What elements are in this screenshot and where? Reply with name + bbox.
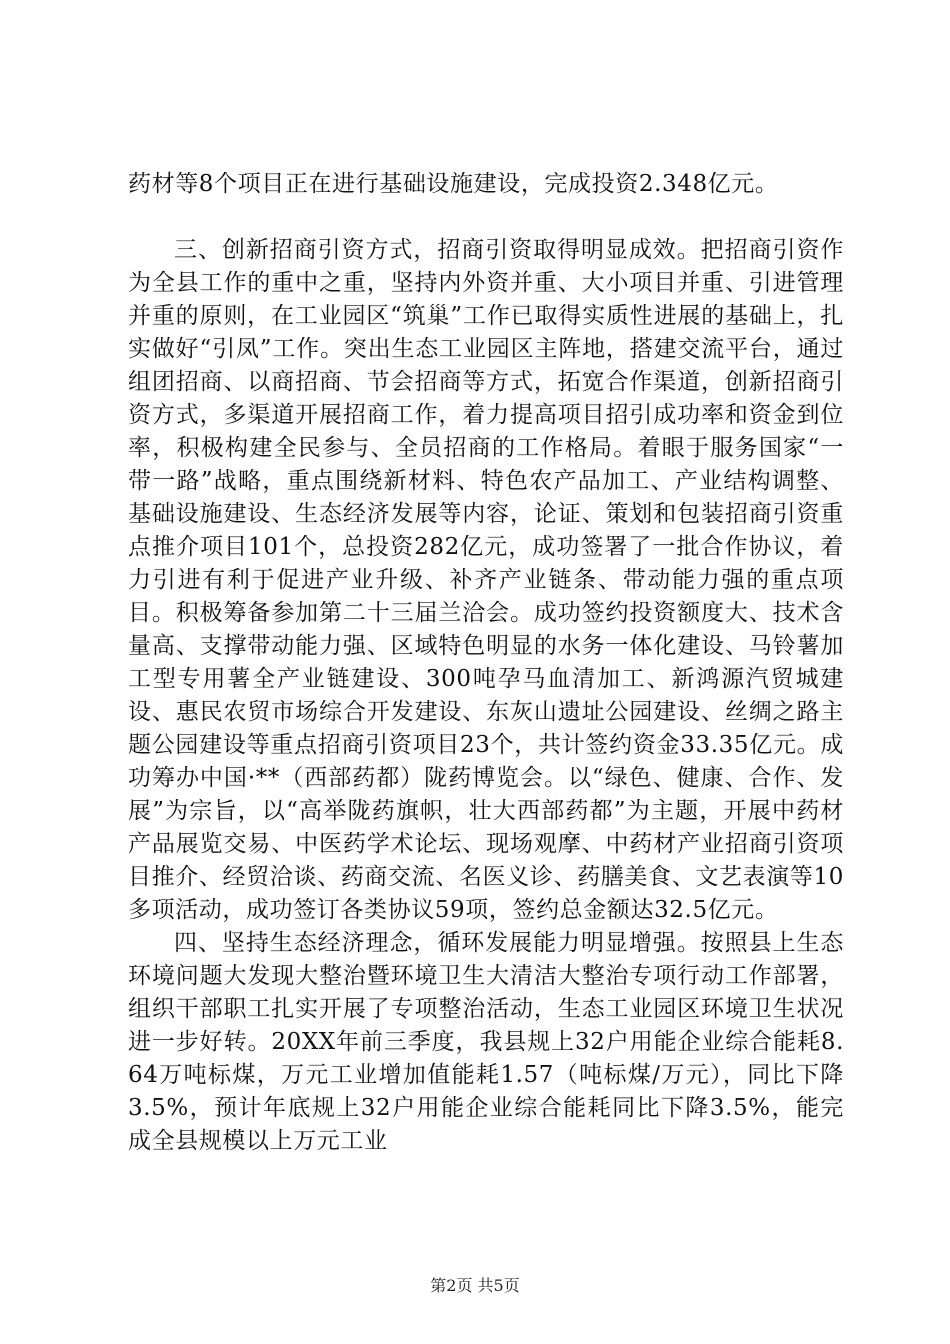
paragraph-continuation: 药材等8个项目正在进行基础设施建设，完成投资2.348亿元。 <box>128 171 779 197</box>
paragraph-investment-promotion: 三、创新招商引资方式，招商引资取得明显成效。把招商引资作为全县工作的重中之重，坚持内外资并重、大小项目并重、引进管理并重的原则，在工业园区“筑巢”工作已取得实质性进展的基础上，扎实做好“引凤”工作。突出生态工业园区主阵地，搭建交流平台，通过组团招商、以商招商、节会招商等方式，拓宽合作渠道，创新招商引资方式，多渠道开展招商工作，着力提高项目招引成功率和资金到位率，积极构建全民参与、全员招商的工作格局。着眼于服务国家“一带一路”战略，重点围绕新材料、特色农产品加工、产业结构调整、基础设施建设、生态经济发展等内容，论证、策划和包装招商引资重点推介项目101个，总投资282亿元，成功签署了一批合作协议，着力引进有利于促进产业升级、补齐产业链条、带动能力强的重点项目。积极筹备参加第二十三届兰洽会。成功签约投资额度大、技术含量高、支撑带动能力强、区域特色明显的水务一体化建设、马铃薯加工型专用薯全产业链建设、300吨孕马血清加工、新鸿源汽贸城建设、惠民农贸市场综合开发建设、东灰山遗址公园建设、丝绸之路主题公园建设等重点招商引资项目23个，共计签约资金33.35亿元。成功筹办中国·**（西部药都）陇药博览会。以“绿色、健康、合作、发展”为宗旨，以“高举陇药旗帜，壮大西部药都”为主题，开展中药材产品展览交易、中医药学术论坛、现场观摩、中药材产业招商引资项目推介、经贸洽谈、药商交流、名医义诊、药膳美食、文艺表演等10多项活动，成功签订各类协议59项，签约总金额达32.5亿元。 <box>128 237 844 923</box>
paragraph-ecological-economy: 四、坚持生态经济理念，循环发展能力明显增强。按照县上生态环境问题大发现大整治暨环境卫生大清洁大整治专项行动工作部署，组织干部职工扎实开展了专项整治活动，生态工业园区环境卫生状况进一步好转。20XX年前三季度，我县规上32户用能企业综合能耗8.64万吨标煤，万元工业增加值能耗1.57（吨标煤/万元），同比下降3.5%，预计年底规上32户用能企业综合能耗同比下降3.5%，能完成全县规模以上万元工业 <box>128 930 844 1154</box>
document-body <box>128 168 844 1158</box>
page-number-footer: 第2页 共5页 <box>430 1276 520 1295</box>
